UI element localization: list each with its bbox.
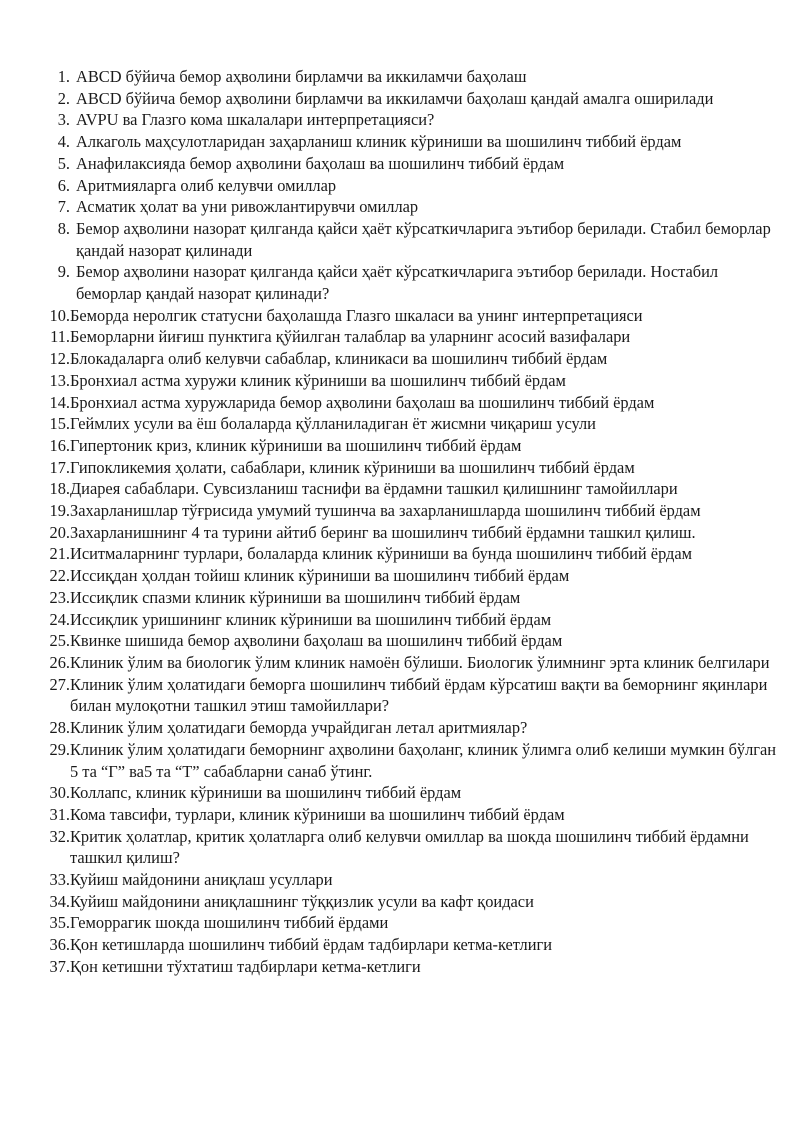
question-number: 20. <box>49 522 70 542</box>
question-text: Қон кетишларда шошилинч тиббий ёрдам тадбирлари кетма-кетлиги <box>70 935 552 955</box>
question-list <box>40 66 780 978</box>
question-item <box>40 88 780 110</box>
question-number: 30. <box>49 783 70 803</box>
question-number: 36. <box>49 935 70 955</box>
question-number: 29. <box>49 739 70 759</box>
question-text: ABCD бўйича бемор аҳволини бирламчи ва иккиламчи баҳолаш қандай амалга оширилади <box>76 88 714 108</box>
question-item <box>40 912 780 934</box>
question-number: 4. <box>57 132 70 152</box>
question-item <box>40 478 780 500</box>
question-item <box>40 630 780 652</box>
question-text: Гипертоник криз, клиник кўриниши ва шошилинч тиббий ёрдам <box>70 435 522 455</box>
question-number: 23. <box>49 587 70 607</box>
question-text: Диарея сабаблари. Сувсизланиш таснифи ва ёрдамни ташкил қилишнинг тамойиллари <box>70 479 678 499</box>
question-number: 14. <box>49 392 70 412</box>
question-item <box>40 804 780 826</box>
question-text: Асматик ҳолат ва уни ривожлантирувчи омиллар <box>76 197 419 217</box>
question-number: 3. <box>57 110 70 130</box>
question-number: 13. <box>49 370 70 390</box>
question-number: 26. <box>49 652 70 672</box>
question-text: Иссиқлик уришининг клиник кўриниши ва шошилинч тиббий ёрдам <box>70 609 552 629</box>
question-number: 16. <box>49 435 70 455</box>
question-number: 22. <box>49 566 70 586</box>
question-item <box>40 565 780 587</box>
question-item <box>40 543 780 565</box>
question-number: 11. <box>50 327 70 347</box>
question-text: Бемор аҳволини назорат қилганда қайси ҳаёт кўрсаткичларига эътибор берилади. Ностабил беморлар қандай назорат қилинади? <box>76 262 719 304</box>
question-text: Клиник ўлим ҳолатидаги беморга шошилинч тиббий ёрдам кўрсатиш вақти ва беморнинг яқинлари билан мулоқотни ташкил этиш тамойиллари? <box>70 674 768 716</box>
question-number: 1. <box>57 67 70 86</box>
question-item <box>40 305 780 327</box>
question-text: Квинке шишида бемор аҳволини баҳолаш ва шошилинч тиббий ёрдам <box>70 631 563 651</box>
question-number: 5. <box>57 153 70 173</box>
question-text: ABCD бўйича бемор аҳволини бирламчи ва иккиламчи баҳолаш <box>76 67 527 86</box>
question-number: 21. <box>49 544 70 564</box>
question-item <box>40 674 780 717</box>
question-item <box>40 153 780 175</box>
question-text: Беморларни йиғиш пунктига қўйилган талаблар ва уларнинг асосий вазифалари <box>70 327 631 347</box>
question-text: Алкаголь маҳсулотларидан заҳарланиш клиник кўриниши ва шошилинч тиббий ёрдам <box>76 132 682 152</box>
question-number: 10. <box>49 305 70 325</box>
question-number: 6. <box>57 175 70 195</box>
question-number: 33. <box>49 870 70 890</box>
question-item <box>40 370 780 392</box>
question-number: 34. <box>49 891 70 911</box>
question-text: Иситмаларнинг турлари, болаларда клиник кўриниши ва бунда шошилинч тиббий ёрдам <box>70 544 693 564</box>
question-number: 35. <box>49 913 70 933</box>
question-text: Блокадаларга олиб келувчи сабаблар, клиникаси ва шошилинч тиббий ёрдам <box>70 349 608 369</box>
question-number: 28. <box>49 718 70 738</box>
question-item <box>40 435 780 457</box>
question-item <box>40 66 780 88</box>
question-number: 25. <box>49 631 70 651</box>
question-number: 9. <box>57 262 70 282</box>
question-number: 19. <box>49 501 70 521</box>
question-number: 12. <box>49 349 70 369</box>
question-text: Кома тавсифи, турлари, клиник кўриниши ва шошилинч тиббий ёрдам <box>70 804 565 824</box>
question-text: Бронхиал астма хуружи клиник кўриниши ва шошилинч тиббий ёрдам <box>70 370 566 390</box>
question-text: Куйиш майдонини аниқлашнинг тўққизлик усули ва кафт қоидаси <box>70 891 534 911</box>
question-text: Бемор аҳволини назорат қилганда қайси ҳаёт кўрсаткичларига эътибор берилади. Стабил беморлар қандай назорат қилинади <box>76 218 771 260</box>
question-item <box>40 175 780 197</box>
question-number: 37. <box>49 956 70 976</box>
question-number: 2. <box>57 88 70 108</box>
question-item <box>40 739 780 782</box>
question-text: Куйиш майдонини аниқлаш усуллари <box>70 870 333 890</box>
question-item <box>40 522 780 544</box>
question-item <box>40 826 780 869</box>
question-number: 18. <box>49 479 70 499</box>
question-item <box>40 261 780 304</box>
question-text: Бронхиал астма хуружларида бемор аҳволини баҳолаш ва шошилинч тиббий ёрдам <box>70 392 655 412</box>
question-number: 27. <box>49 674 70 694</box>
question-number: 24. <box>49 609 70 629</box>
question-item <box>40 457 780 479</box>
question-number: 8. <box>57 218 70 238</box>
question-item <box>40 413 780 435</box>
question-text: Критик ҳолатлар, критик ҳолатларга олиб келувчи омиллар ва шокда шошилинч тиббий ёрдамни ташкил қилиш? <box>70 826 749 868</box>
question-text: Анафилаксияда бемор аҳволини баҳолаш ва шошилинч тиббий ёрдам <box>76 153 565 173</box>
question-item <box>40 609 780 631</box>
question-number: 17. <box>49 457 70 477</box>
question-item <box>40 891 780 913</box>
question-item <box>40 717 780 739</box>
question-number: 15. <box>49 414 70 434</box>
question-number: 32. <box>49 826 70 846</box>
question-item <box>40 196 780 218</box>
question-text: Иссиқлик спазми клиник кўриниши ва шошилинч тиббий ёрдам <box>70 587 521 607</box>
question-text: Коллапс, клиник кўриниши ва шошилинч тиббий ёрдам <box>70 783 462 803</box>
question-item <box>40 869 780 891</box>
question-item <box>40 652 780 674</box>
question-item <box>40 392 780 414</box>
question-text: Иссиқдан ҳолдан тойиш клиник кўриниши ва шошилинч тиббий ёрдам <box>70 566 570 586</box>
question-text: Беморда неролгик статусни баҳолашда Глазго шкаласи ва унинг интерпретацияси <box>70 305 643 325</box>
question-item <box>40 587 780 609</box>
question-item <box>40 500 780 522</box>
question-number: 31. <box>49 804 70 824</box>
question-text: Захарланишлар тўғрисида умумий тушинча ва захарланишларда шошилинч тиббий ёрдам <box>70 501 701 521</box>
question-item <box>40 956 780 978</box>
question-text: AVPU ва Глазго кома шкалалари интерпретацияси? <box>76 110 435 130</box>
question-text: Захарланишнинг 4 та турини айтиб беринг ва шошилинч тиббий ёрдамни ташкил қилиш. <box>70 522 696 542</box>
question-item <box>40 348 780 370</box>
question-text: Қон кетишни тўхтатиш тадбирлари кетма-кетлиги <box>70 956 421 976</box>
question-text: Клиник ўлим ҳолатидаги беморда учрайдиган летал аритмиялар? <box>70 718 528 738</box>
question-item <box>40 782 780 804</box>
question-text: Клиник ўлим ва биологик ўлим клиник намоён бўлиши. Биологик ўлимнинг эрта клиник белгилари <box>70 652 770 672</box>
question-text: Клиник ўлим ҳолатидаги беморнинг аҳволини баҳоланг, клиник ўлимга олиб келиши мумкин бўлган 5 та “Г” ва5 та “Т” сабабларни санаб ўтинг. <box>70 739 777 781</box>
question-item <box>40 218 780 261</box>
question-number: 7. <box>57 197 70 217</box>
question-text: Геймлих усули ва ёш болаларда қўлланиладиган ёт жисмни чиқариш усули <box>70 414 596 434</box>
question-item <box>40 934 780 956</box>
question-item <box>40 109 780 131</box>
question-text: Геморрагик шокда шошилинч тиббий ёрдами <box>70 913 389 933</box>
question-text: Аритмияларга олиб келувчи омиллар <box>76 175 337 195</box>
question-text: Гипокликемия ҳолати, сабаблари, клиник кўриниши ва шошилинч тиббий ёрдам <box>70 457 635 477</box>
question-item <box>40 326 780 348</box>
question-item <box>40 131 780 153</box>
